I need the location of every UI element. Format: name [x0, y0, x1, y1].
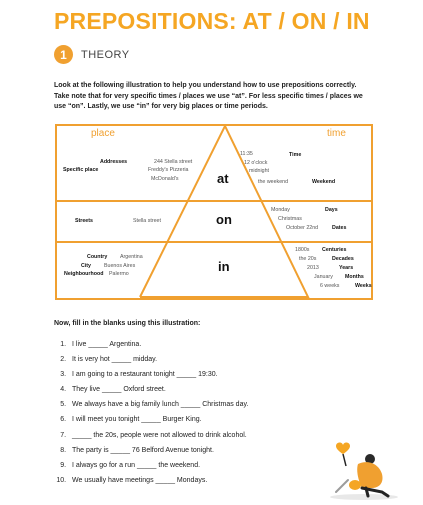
exercise-list — [54, 337, 368, 488]
section-label: THEORY — [81, 48, 130, 61]
illustration-person-holding-heart — [322, 440, 402, 500]
at-time-example: 11:35 — [240, 151, 253, 157]
prep-on: on — [216, 212, 232, 227]
heart-icon — [336, 442, 350, 454]
intro-paragraph: Look at the following illustration to help you understand how to use prepositions correctly. Take note that for very specific times / places we use “at”. For less specific times / places we use “on”. Lastly, we use “in” for very big places or time periods. — [54, 82, 363, 111]
in-place-example: Buenos Aires — [104, 263, 136, 269]
in-time-label: Months — [345, 274, 364, 280]
at-time-label: Weekend — [312, 179, 336, 185]
page-title: PREPOSITIONS: AT / ON / IN — [54, 8, 370, 34]
on-time-label: Dates — [332, 225, 347, 231]
prep-in: in — [218, 259, 230, 274]
section-number-badge: 1 — [54, 45, 73, 64]
in-time-label: Centuries — [322, 247, 347, 253]
exercise-item: 10. We usually have meetings _____ Mondays. — [68, 473, 368, 488]
at-time-example: midnight — [249, 168, 270, 174]
in-place-label: Country — [87, 254, 108, 260]
exercise-item: 1. I live _____ Argentina. — [68, 337, 368, 352]
in-time-label: Weeks — [355, 283, 372, 289]
on-time-example: October 22nd — [286, 225, 319, 231]
on-place-label: Streets — [75, 218, 93, 224]
prepositions-diagram — [55, 124, 373, 300]
in-place-label: Neighbourhood — [64, 271, 104, 277]
at-time-example: the weekend — [258, 179, 289, 185]
in-place-example: Palermo — [109, 271, 129, 277]
on-place-example: Stella street — [133, 218, 161, 224]
in-time-example: the 20s — [299, 256, 317, 262]
time-header: time — [327, 128, 346, 139]
exercise-instructions: Now, fill in the blanks using this illustration: — [54, 320, 201, 327]
on-time-label: Days — [325, 207, 338, 213]
at-time-label: Time — [289, 152, 302, 158]
in-time-example: 2013 — [307, 265, 319, 271]
at-place-label: Specific place — [63, 167, 99, 173]
in-place-label: City — [81, 263, 92, 269]
in-time-label: Decades — [332, 256, 354, 262]
exercise-item: 7. _____ the 20s, people were not allowed to drink alcohol. — [68, 428, 368, 443]
in-time-example: January — [314, 274, 333, 280]
at-place-example: McDonald's — [151, 176, 179, 182]
exercise-item: 9. I always go for a run _____ the weekend. — [68, 458, 368, 473]
at-place-label: Addresses — [100, 159, 128, 165]
in-place-example: Argentina — [120, 254, 143, 260]
exercise-item: 8. The party is _____ 76 Belford Avenue tonight. — [68, 443, 368, 458]
on-time-example: Monday — [271, 207, 290, 213]
exercise-item: 4. They live _____ Oxford street. — [68, 382, 368, 397]
at-place-example: Freddy's Pizzeria — [148, 167, 189, 173]
exercise-item: 2. It is very hot _____ midday. — [68, 352, 368, 367]
at-place-example: 244 Stella street — [154, 159, 193, 165]
in-time-label: Years — [339, 265, 354, 271]
exercise-item: 6. I will meet you tonight _____ Burger King. — [68, 412, 368, 427]
prep-at: at — [217, 171, 229, 186]
on-time-example: Christmas — [278, 216, 302, 222]
place-header: place — [91, 128, 115, 139]
exercise-item: 3. I am going to a restaurant tonight _____ 19:30. — [68, 367, 368, 382]
in-time-example: 1800s — [295, 247, 310, 253]
at-time-example: 12 o'clock — [244, 160, 268, 166]
exercise-item: 5. We always have a big family lunch _____ Christmas day. — [68, 397, 368, 412]
in-time-example: 6 weeks — [320, 283, 340, 289]
section-header — [54, 45, 130, 64]
